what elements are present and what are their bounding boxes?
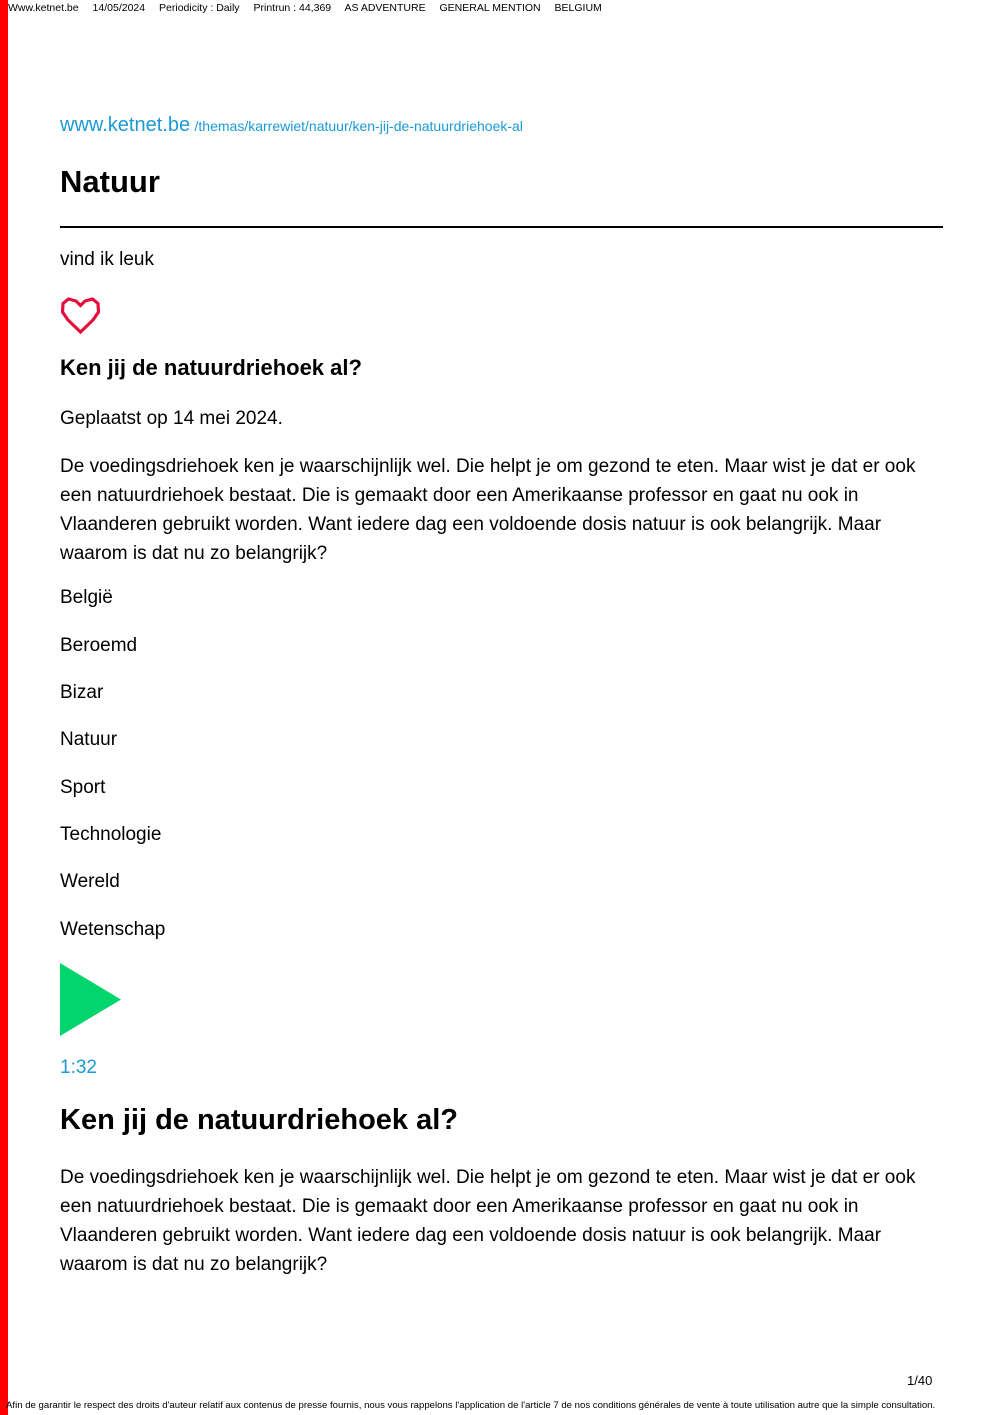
tag-link[interactable]: Bizar xyxy=(60,682,104,703)
section-title: Natuur xyxy=(60,164,160,199)
header-printrun: Printrun : 44,369 xyxy=(253,2,332,14)
posted-date: Geplaatst op 14 mei 2024. xyxy=(60,408,283,429)
header-category: AS ADVENTURE xyxy=(344,2,426,14)
tag-link[interactable]: Natuur xyxy=(60,729,118,750)
tag-link[interactable]: Beroemd xyxy=(60,635,138,656)
video-description: De voedingsdriehoek ken je waarschijnlijk wel. Die helpt je om gezond te eten. Maar wist je dat er ook een natuurdriehoek bestaat. Die is gemaakt door een Amerikaanse professor en gaat nu ook in Vlaanderen gebruikt worden. Want iedere dag een voldoende dosis natuur is ook belangrijk. Maar waarom is dat nu zo belangrijk? xyxy=(60,1167,916,1275)
page-number: 1/40 xyxy=(907,1373,933,1388)
page-url[interactable] xyxy=(60,114,523,137)
play-icon[interactable] xyxy=(60,963,121,1036)
heart-icon[interactable] xyxy=(60,296,101,337)
tag-link[interactable]: Technologie xyxy=(60,824,162,845)
header-source: Www.ketnet.be xyxy=(8,2,79,14)
header-country: BELGIUM xyxy=(554,2,602,14)
video-duration: 1:32 xyxy=(60,1057,97,1078)
tag-link[interactable]: Wereld xyxy=(60,871,120,892)
tag-link[interactable]: Wetenschap xyxy=(60,919,166,940)
divider xyxy=(60,226,943,228)
article-intro: De voedingsdriehoek ken je waarschijnlijk wel. Die helpt je om gezond te eten. Maar wist je dat er ook een natuurdriehoek bestaat. Die is gemaakt door een Amerikaanse professor en gaat nu ook in Vlaanderen gebruikt worden. Want iedere dag een voldoende dosis natuur is ook belangrijk. Maar waarom is dat nu zo belangrijk? xyxy=(60,456,916,564)
header-mention: GENERAL MENTION xyxy=(439,2,541,14)
url-path[interactable]: /themas/karrewiet/natuur/ken-jij-de-natuurdriehoek-al xyxy=(194,118,523,134)
copyright-notice: Afin de garantir le respect des droits d'auteur relatif aux contenus de presse fournis, nous vous rappelons l'application de l'article 7 de nos conditions générales de vente à toute utilisation autre que la simple consultation. xyxy=(6,1400,936,1411)
like-label: vind ik leuk xyxy=(60,249,154,270)
clipping-header xyxy=(8,2,613,14)
tag-link[interactable]: België xyxy=(60,587,113,608)
url-domain[interactable]: www.ketnet.be xyxy=(60,114,191,136)
video-title: Ken jij de natuurdriehoek al? xyxy=(60,1104,459,1136)
header-periodicity: Periodicity : Daily xyxy=(159,2,240,14)
article-title: Ken jij de natuurdriehoek al? xyxy=(60,355,362,380)
tag-link[interactable]: Sport xyxy=(60,777,106,798)
accent-bar xyxy=(0,0,8,1415)
header-date: 14/05/2024 xyxy=(92,2,146,14)
